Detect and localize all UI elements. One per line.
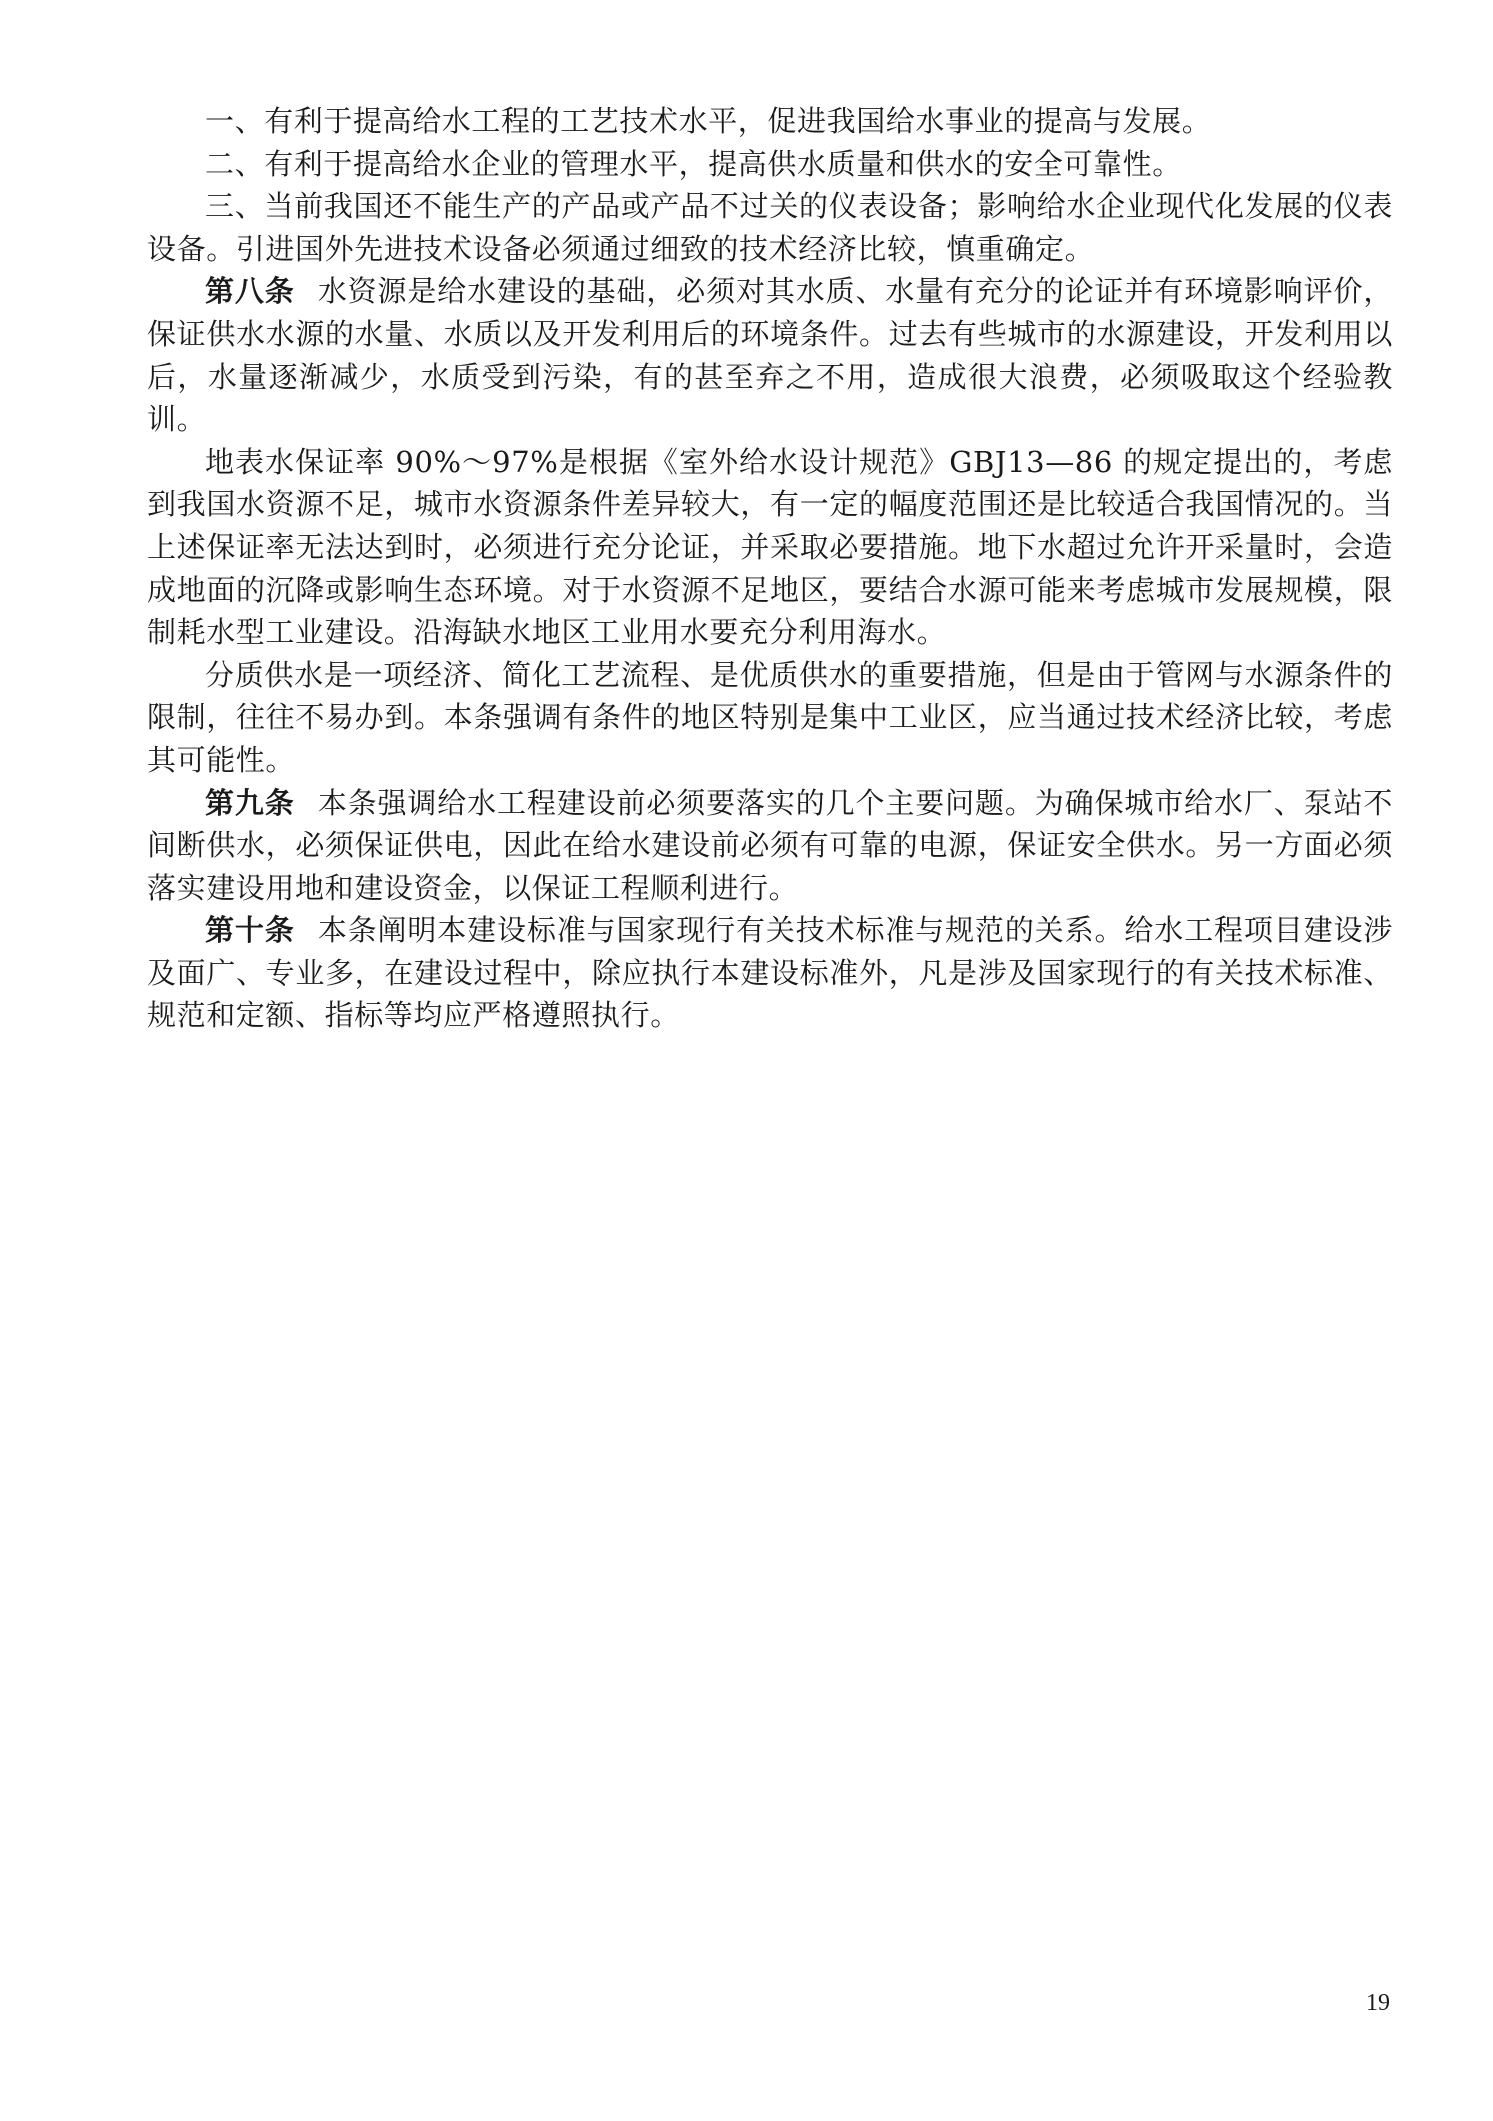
article-10-paragraph (147, 909, 1393, 1037)
article-9-paragraph (147, 782, 1393, 910)
paragraph-1-text: 一、有利于提高给水工程的工艺技术水平，促进我国给水事业的提高与发展。 (205, 104, 1212, 138)
paragraph-1 (147, 100, 1393, 143)
article-8-paragraph (147, 270, 1393, 440)
article-10-text: 本条阐明本建设标准与国家现行有关技术标准与规范的关系。给水工程项目建设涉及面广、专业多，在建设过程中，除应执行本建设标准外，凡是涉及国家现行的有关技术标准、规范和定额、指标等均应严格遵照执行。 (147, 913, 1393, 1033)
paragraph-2-text: 二、有利于提高给水企业的管理水平，提高供水质量和供水的安全可靠性。 (205, 146, 1182, 181)
paragraph-5 (147, 441, 1393, 654)
article-9-heading: 第九条 (205, 785, 295, 820)
page-number: 19 (1366, 1990, 1390, 2016)
paragraph-5-text: 地表水保证率 90%～97%是根据《室外给水设计规范》GBJ13—86 的规定提出的，考虑到我国水资源不足，城市水资源条件差异较大，有一定的幅度范围还是比较适合我国情况的。当上述保证率无法达到时，必须进行充分论证，并采取必要措施。地下水超过允许开采量时，会造成地面的沉降或影响生态环境。对于水资源不足地区，要结合水源可能来考虑城市发展规模，限制耗水型工业建设。沿海缺水地区工业用水要充分利用海水。 (147, 444, 1393, 650)
paragraph-2 (147, 143, 1393, 186)
paragraph-6-text: 分质供水是一项经济、简化工艺流程、是优质供水的重要措施，但是由于管网与水源条件的限制，往往不易办到。本条强调有条件的地区特别是集中工业区，应当通过技术经济比较，考虑其可能性。 (147, 657, 1393, 777)
paragraph-6 (147, 654, 1393, 782)
article-9-text: 本条强调给水工程建设前必须要落实的几个主要问题。为确保城市给水厂、泵站不间断供水，必须保证供电，因此在给水建设前必须有可靠的电源，保证安全供水。另一方面必须落实建设用地和建设资金，以保证工程顺利进行。 (147, 785, 1393, 905)
article-8-heading: 第八条 (205, 274, 295, 309)
article-8-text: 水资源是给水建设的基础，必须对其水质、水量有充分的论证并有环境影响评价，保证供水水源的水量、水质以及开发利用后的环境条件。过去有些城市的水源建设，开发利用以后，水量逐渐减少，水质受到污染，有的甚至弃之不用，造成很大浪费，必须吸取这个经验教训。 (147, 274, 1393, 437)
article-10-heading: 第十条 (205, 913, 295, 948)
paragraph-3-text: 三、当前我国还不能生产的产品或产品不过关的仪表设备；影响给水企业现代化发展的仪表设备。引进国外先进技术设备必须通过细致的技术经济比较，慎重确定。 (147, 189, 1393, 266)
page-body (147, 100, 1393, 1037)
paragraph-3 (147, 185, 1393, 270)
